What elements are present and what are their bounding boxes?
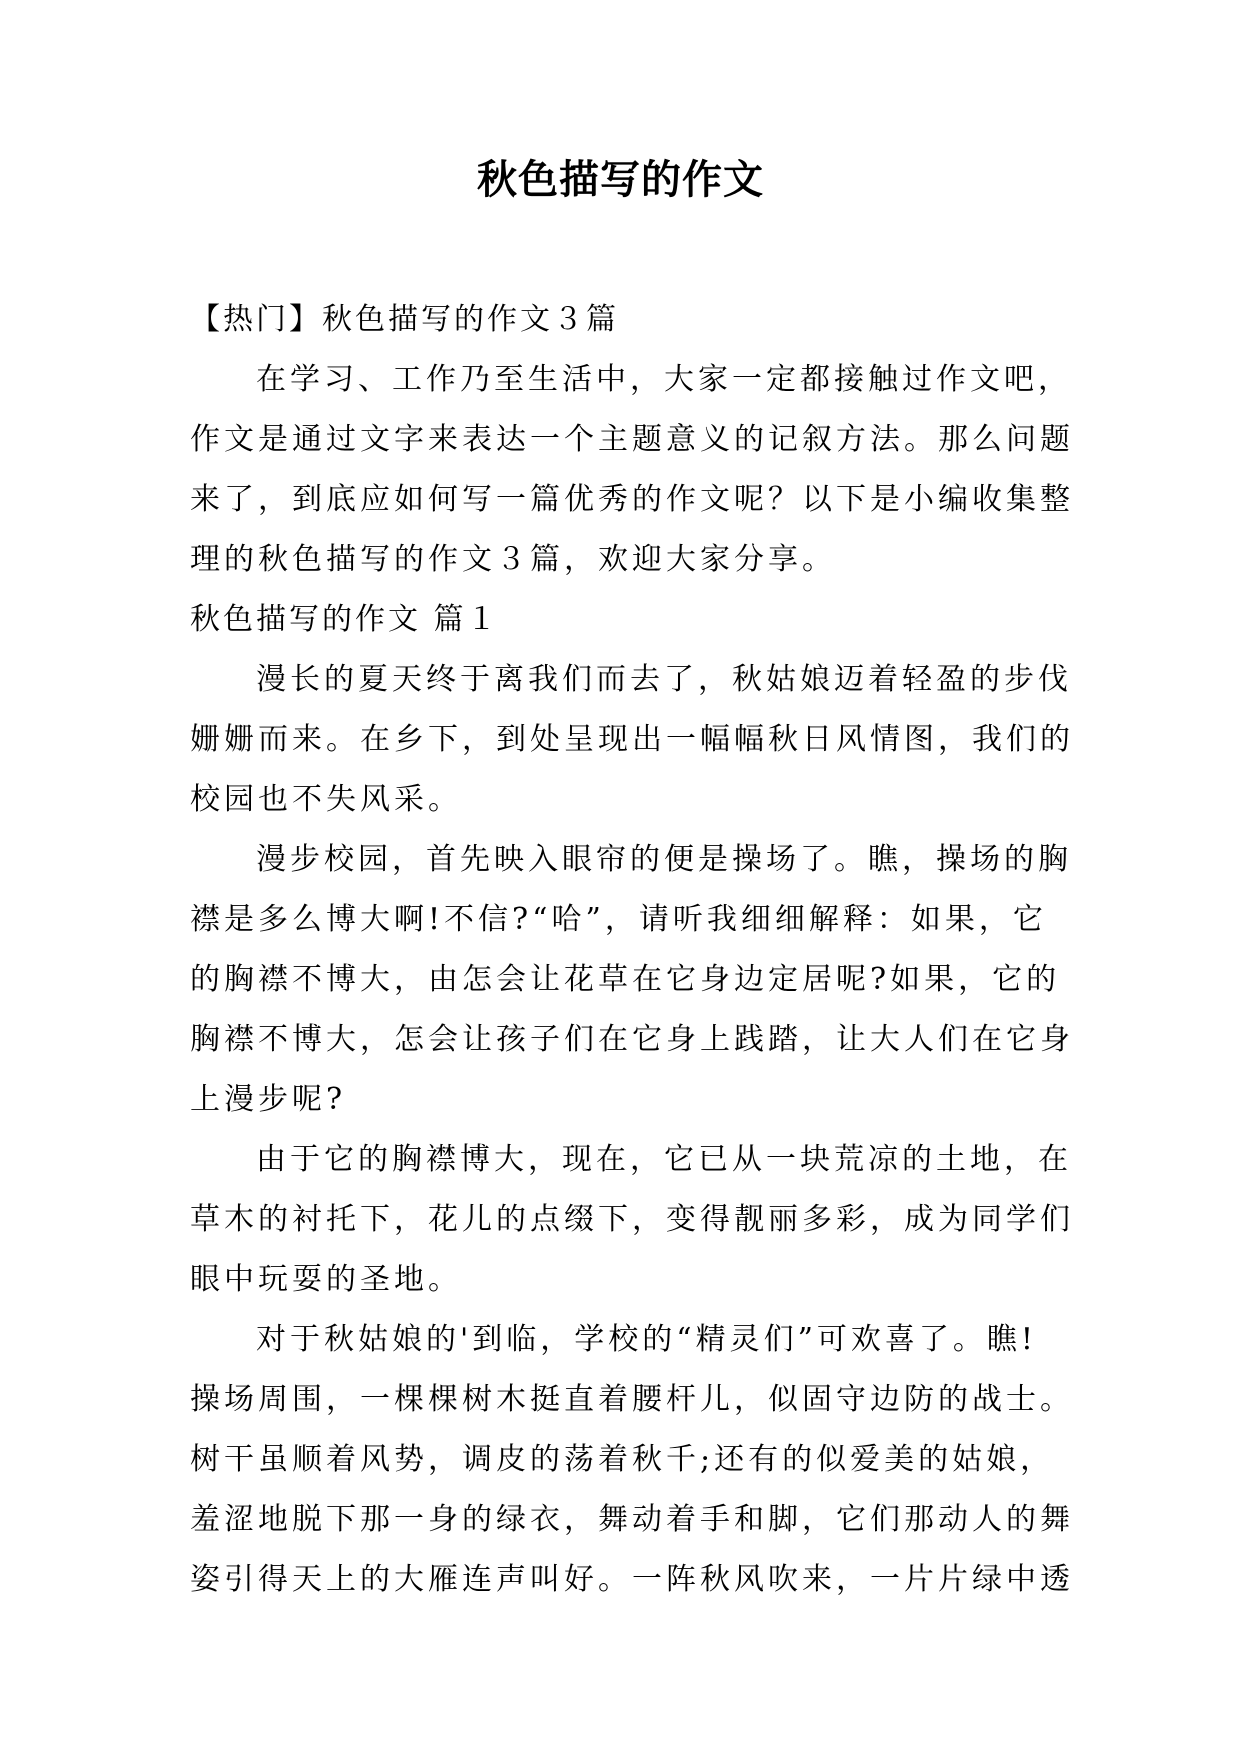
paragraph-3-line-1: 由于它的胸襟博大，现在，它已从一块荒凉的土地，在 [256,1142,1072,1177]
intro-paragraph [190,350,1074,590]
paragraph-1 [190,650,1074,830]
paragraph-2-line-2: 襟是多么博大啊!不信?“哈”，请听我细细解释：如果，它 [190,902,1047,937]
intro-line-1: 在学习、工作乃至生活中，大家一定都接触过作文吧， [256,362,1072,397]
document-title: 秋色描写的作文 [477,157,764,203]
paragraph-1-line-3: 校园也不失风采。 [190,782,462,817]
paragraph-2 [190,830,1074,1130]
paragraph-2-line-5: 上漫步呢? [190,1082,347,1117]
paragraph-4-line-1: 对于秋姑娘的'到临，学校的“精灵们”可欢喜了。瞧! [256,1322,1037,1357]
paragraph-4-line-4: 羞涩地脱下那一身的绿衣，舞动着手和脚，它们那动人的舞 [190,1502,1074,1537]
paragraph-4-line-5: 姿引得天上的大雁连声叫好。一阵秋风吹来，一片片绿中透 [190,1562,1074,1597]
paragraph-4 [190,1310,1074,1610]
paragraph-4-line-2: 操场周围，一棵棵树木挺直着腰杆儿，似固守边防的战士。 [190,1382,1074,1417]
intro-heading: 【热门】秋色描写的作文３篇 [190,302,619,337]
paragraph-4-line-3: 树干虽顺着风势，调皮的荡着秋千;还有的似爱美的姑娘， [190,1442,1055,1477]
paragraph-3-line-3: 眼中玩耍的圣地。 [190,1262,462,1297]
document-body [190,290,1074,1610]
paragraph-2-line-1: 漫步校园，首先映入眼帘的便是操场了。瞧，操场的胸 [256,842,1072,877]
section-heading: 秋色描写的作文 篇１ [190,602,500,637]
paragraph-1-line-2: 姗姗而来。在乡下，到处呈现出一幅幅秋日风情图，我们的 [190,722,1074,757]
paragraph-2-line-3: 的胸襟不博大，由怎会让花草在它身边定居呢?如果，它的 [190,962,1061,997]
paragraph-3-line-2: 草木的衬托下，花儿的点缀下，变得靓丽多彩，成为同学们 [190,1202,1074,1237]
paragraph-3 [190,1130,1074,1310]
intro-line-3: 来了，到底应如何写一篇优秀的作文呢？以下是小编收集整 [190,482,1074,517]
paragraph-2-line-4: 胸襟不博大，怎会让孩子们在它身上践踏，让大人们在它身 [190,1022,1074,1057]
intro-line-2: 作文是通过文字来表达一个主题意义的记叙方法。那么问题 [190,422,1074,457]
intro-line-4: 理的秋色描写的作文３篇，欢迎大家分享。 [190,542,836,577]
paragraph-1-line-1: 漫长的夏天终于离我们而去了，秋姑娘迈着轻盈的步伐 [256,662,1072,697]
